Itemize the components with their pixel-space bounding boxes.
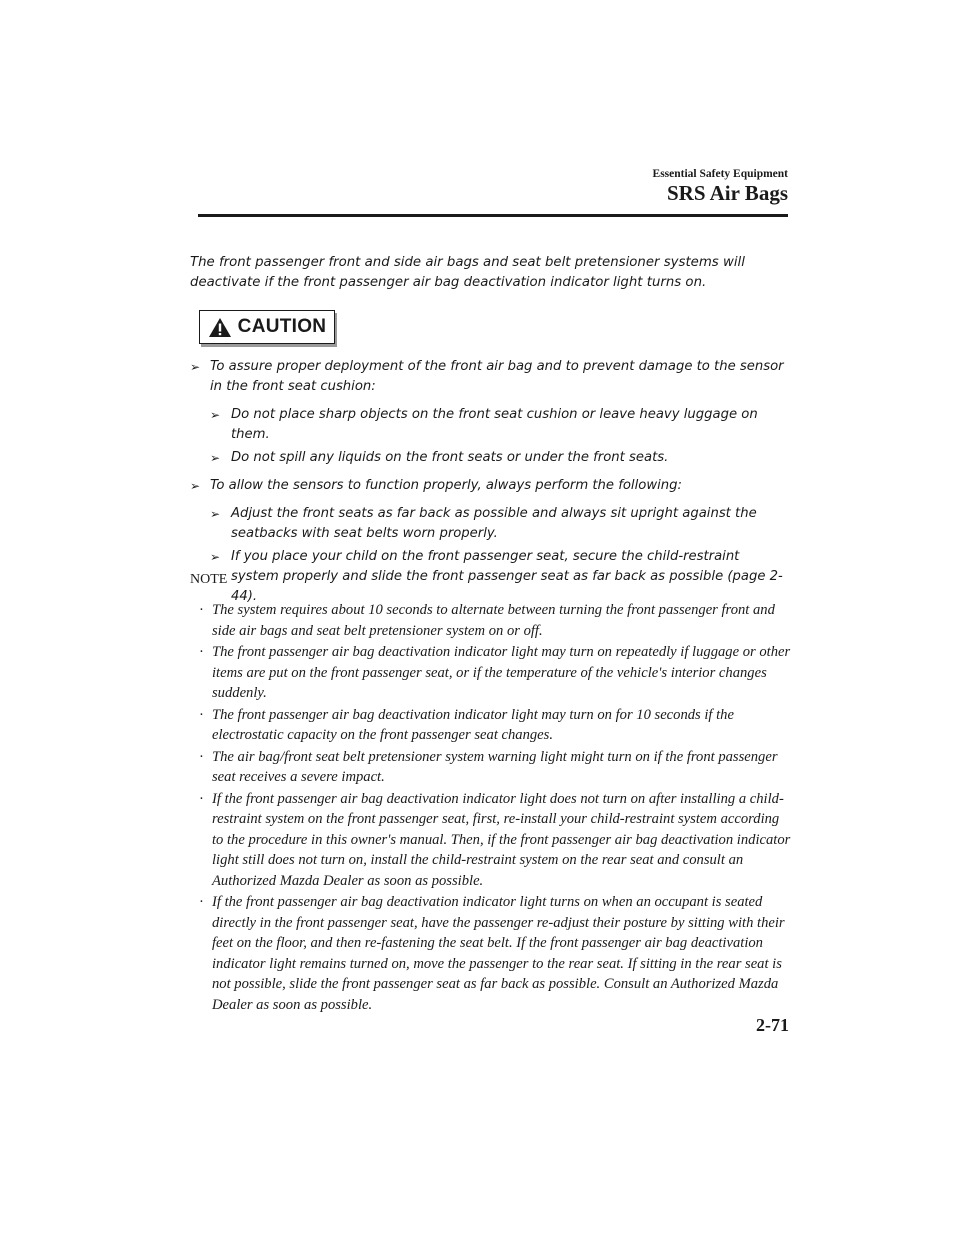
- arrow-bullet-icon: ➢: [210, 550, 221, 564]
- caution-subitem-text: Adjust the front seats as far back as possible and always sit upright against the seatbacks with seat belts worn properly.: [231, 506, 757, 541]
- note-item: [199, 642, 791, 704]
- note-item-text: If the front passenger air bag deactivation indicator light does not turn on after installing a child-restraint system on the front passenger seat, first, re-install your child-restraint system according to the procedure in this owner's manual. Then, if the front passenger air bag deactivation indicator light still does not turn on, install the child-restraint system on the rear seat and consult an Authorized Mazda Dealer as soon as possible.: [212, 790, 791, 889]
- caution-subitem: [210, 405, 790, 445]
- note-item: [199, 892, 791, 1015]
- note-heading: NOTE: [190, 572, 228, 587]
- arrow-bullet-icon: ➢: [210, 507, 221, 521]
- caution-item: [190, 357, 790, 397]
- caution-item: [190, 476, 790, 496]
- intro-paragraph: The front passenger front and side air bags and seat belt pretensioner systems will deactivate if the front passenger air bag deactivation indicator light turns on.: [190, 255, 745, 290]
- note-item-text: The system requires about 10 seconds to alternate between turning the front passenger front and side air bags and seat belt pretensioner system on or off.: [212, 602, 775, 639]
- header-divider: [198, 214, 788, 217]
- dot-bullet-icon: ·: [199, 644, 204, 660]
- caution-banner: [199, 310, 335, 344]
- caution-list: [190, 357, 790, 615]
- caution-subitem: [210, 448, 790, 468]
- note-item-text: If the front passenger air bag deactivation indicator light turns on when an occupant is seated directly in the front passenger seat, have the passenger re-adjust their posture by sitting with their feet on the floor, and then re-fastening the seat belt. If the front passenger air bag deactivation indicator light remains turned on, move the passenger to the rear seat. If sitting in the rear seat is not possible, slide the front passenger seat as far back as possible. Consult an Authorized Mazda Dealer as soon as possible.: [212, 894, 785, 1013]
- dot-bullet-icon: ·: [199, 748, 204, 765]
- caution-subitem-text: Do not spill any liquids on the front seats or under the front seats.: [231, 450, 669, 465]
- caution-sublist: [190, 405, 790, 468]
- note-item: [199, 789, 791, 892]
- dot-bullet-icon: ·: [199, 894, 204, 910]
- caution-subitem-text: If you place your child on the front passenger seat, secure the child-restraint system properly and slide the front passenger seat as far back as possible (page 2-44).: [231, 549, 783, 604]
- caution-subitem: [210, 504, 790, 544]
- arrow-bullet-icon: ➢: [190, 360, 201, 374]
- caution-sublist: [190, 504, 790, 607]
- section-name: Essential Safety Equipment: [652, 168, 788, 180]
- note-item-text: The air bag/front seat belt pretensioner system warning light might turn on if the front passenger seat receives a severe impact.: [212, 748, 778, 785]
- arrow-bullet-icon: ➢: [210, 408, 221, 422]
- note-list: [199, 600, 791, 1016]
- caution-subitem: [210, 547, 790, 607]
- arrow-bullet-icon: ➢: [210, 451, 221, 465]
- note-item-text: The front passenger air bag deactivation indicator light may turn on for 10 seconds if the electrostatic capacity on the front passenger seat changes.: [212, 706, 734, 743]
- dot-bullet-icon: ·: [199, 706, 204, 723]
- caution-item-text: To allow the sensors to function properly, always perform the following:: [210, 478, 682, 493]
- note-item: [199, 747, 791, 788]
- page-number: 2-71: [756, 1015, 789, 1035]
- page-title: SRS Air Bags: [667, 181, 788, 205]
- arrow-bullet-icon: ➢: [190, 479, 201, 493]
- note-item-text: The front passenger air bag deactivation indicator light may turn on repeatedly if luggage or other items are put on the front passenger seat, or if the temperature of the vehicle's interior changes suddenly.: [212, 644, 791, 701]
- caution-item-text: To assure proper deployment of the front air bag and to prevent damage to the sensor in the front seat cushion:: [210, 359, 784, 394]
- note-item: [199, 705, 791, 746]
- dot-bullet-icon: ·: [199, 602, 204, 618]
- warning-triangle-icon: [208, 317, 232, 338]
- caution-label: CAUTION: [237, 316, 327, 337]
- caution-subitem-text: Do not place sharp objects on the front seat cushion or leave heavy luggage on them.: [231, 407, 758, 442]
- dot-bullet-icon: ·: [199, 790, 204, 807]
- note-item: [199, 600, 791, 641]
